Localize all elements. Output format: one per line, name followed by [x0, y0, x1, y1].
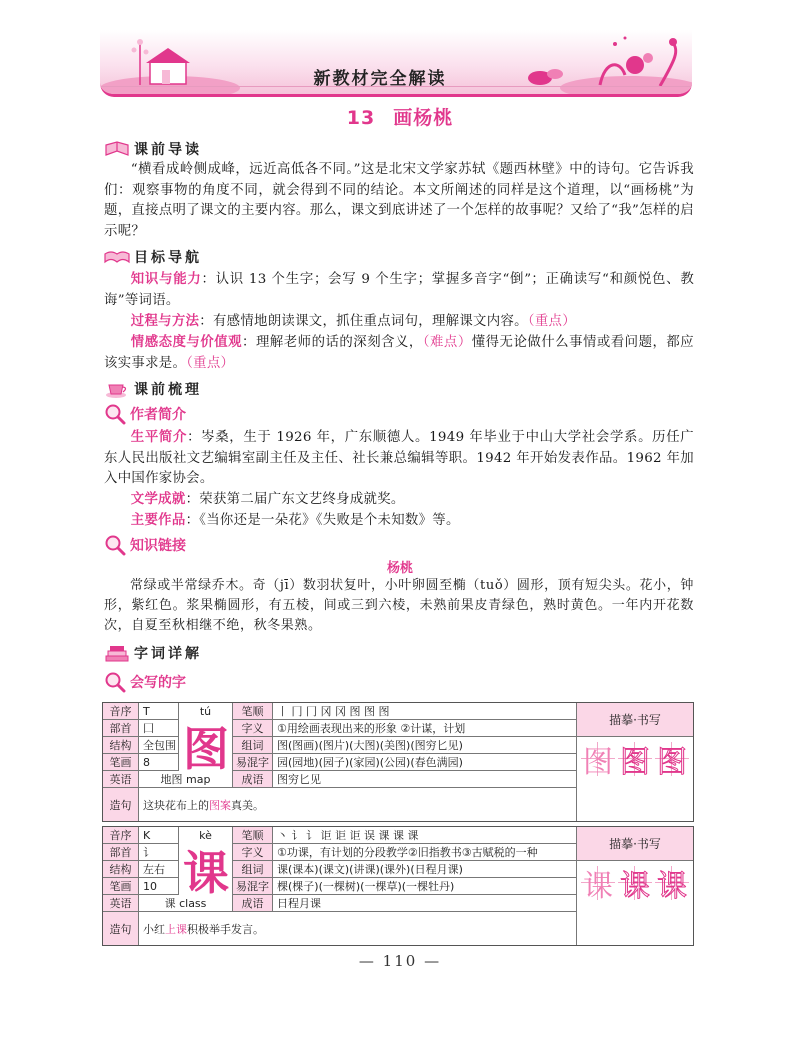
- lesson-name: 画杨桃: [393, 107, 454, 129]
- knowledge-title: 杨桃: [386, 561, 413, 576]
- open-book-icon: [104, 247, 130, 267]
- practice-trace-3[interactable]: 课: [655, 866, 689, 900]
- sub-author: [104, 403, 186, 425]
- section-preview-title: 课前导读: [134, 142, 202, 158]
- section-sorting: [104, 378, 202, 400]
- goal-emotion-tag-2: （重点）: [186, 355, 235, 371]
- sub-knowledge-title: 知识链接: [130, 538, 186, 554]
- goal-process: [104, 312, 694, 333]
- author-life-text: ：岑桑，生于 1926 年，广东顺德人。1949 年毕业于中山大学社会学系。历任广东人民出版社文艺编辑室副主任及主任、社长兼总编辑等职。1942 年开始发表作品。1962 年加入中国作家协会。: [104, 430, 694, 486]
- char-meaning: ①功课，有计划的分段教学②旧指教书③古赋税的一种: [273, 844, 577, 861]
- sentence-post: 真美。: [231, 798, 264, 812]
- sentence-highlight: 图案: [209, 798, 231, 812]
- char-meaning: ①用绘画表现出来的形象 ②计谋，计划: [273, 720, 577, 737]
- goal-ability: [104, 270, 694, 311]
- char-strokes: 10: [139, 878, 179, 895]
- char-radical: 讠: [139, 844, 179, 861]
- label-words: 组词: [233, 737, 273, 754]
- label-pinyin: 音序: [103, 827, 139, 844]
- char-structure: 左右: [139, 861, 179, 878]
- sentence-pre: 小红: [143, 922, 165, 936]
- sentence-post: 积极举手发言。: [187, 922, 264, 936]
- author-achievement-text: ：荣获第二届广东文艺终身成就奖。: [185, 492, 405, 507]
- section-preview: [104, 138, 202, 160]
- author-achievement: [104, 490, 694, 511]
- label-sentence: 造句: [103, 788, 139, 821]
- char-structure: 全包围: [139, 737, 179, 754]
- cup-icon: [104, 379, 130, 399]
- label-pinyin: 音序: [103, 703, 139, 720]
- char-table-1: [102, 702, 694, 822]
- label-meaning: 字义: [233, 720, 273, 737]
- author-life: [104, 428, 694, 490]
- char-sentence: [139, 912, 577, 945]
- label-idiom: 成语: [233, 895, 273, 912]
- label-order: 笔顺: [233, 703, 273, 720]
- sub-author-title: 作者简介: [130, 407, 186, 423]
- goal-ability-text: ：认识 13 个生字；会写 9 个生字；掌握多音字“倒”；正确读写“和颜悦色、教诲”等词语。: [104, 272, 695, 308]
- practice-trace-2[interactable]: 图: [618, 742, 652, 776]
- goal-ability-label: 知识与能力: [130, 272, 202, 287]
- sub-write: [104, 671, 186, 693]
- char-order: 丶 讠 讠 讵 讵 讵 误 课 课 课: [273, 827, 577, 844]
- char-letter: K: [139, 827, 179, 844]
- label-sentence: 造句: [103, 912, 139, 945]
- author-works-text: ：《当你还是一朵花》《失败是个未知数》等。: [185, 513, 460, 528]
- practice-area[interactable]: [577, 736, 693, 803]
- section-goals: [104, 246, 202, 268]
- sub-knowledge: [104, 534, 186, 556]
- label-order: 笔顺: [233, 827, 273, 844]
- char-english: 课 class: [139, 895, 233, 912]
- author-life-label: 生平简介: [130, 430, 188, 445]
- section-goals-title: 目标导航: [134, 250, 202, 266]
- label-english: 英语: [103, 771, 139, 788]
- goal-emotion: [104, 333, 694, 374]
- practice-trace-2[interactable]: 课: [618, 866, 652, 900]
- char-confusable: 棵(棵子)(一棵树)(一棵草)(一棵牡丹): [273, 878, 577, 895]
- label-structure: 结构: [103, 737, 139, 754]
- char-big: 课: [183, 845, 229, 900]
- goal-emotion-tag-1: （难点）: [422, 335, 472, 350]
- label-strokes: 笔画: [103, 754, 139, 771]
- practice-area[interactable]: [577, 860, 693, 927]
- label-structure: 结构: [103, 861, 139, 878]
- sentence-pre: 这块花布上的: [143, 798, 209, 812]
- books-stack-icon: [104, 643, 130, 663]
- banner-title: 新教材完全解读: [313, 69, 447, 89]
- char-big: 图: [183, 721, 229, 776]
- char-pinyin: kè: [179, 827, 233, 844]
- magnifier-icon: [104, 403, 126, 425]
- char-words: 图(图画)(图片)(大图)(美图)(图穷匕见): [273, 737, 577, 754]
- magnifier-icon: [104, 534, 126, 556]
- char-idiom: 图穷匕见: [273, 771, 577, 788]
- section-words: [104, 642, 202, 664]
- author-works: [104, 511, 694, 532]
- magnifier-icon: [104, 671, 126, 693]
- label-words: 组词: [233, 861, 273, 878]
- preview-paragraph: “横看成岭侧成峰，远近高低各不同。”这是北宋文学家苏轼《题西林壁》中的诗句。它告诉我们：观察事物的角度不同，就会得到不同的结论。本文所阐述的同样是这个道理，以“画杨桃”为题，直接点明了课文的主要内容。那么，课文到底讲述了一个怎样的故事呢？又给了“我”怎样的启示呢？: [104, 162, 694, 239]
- page-banner: [100, 30, 692, 97]
- lesson-number: 13: [346, 107, 376, 129]
- page-number: — 110 —: [358, 952, 442, 970]
- book-icon: [104, 139, 130, 159]
- char-order: 丨 冂 冂 冈 冈 图 图 图: [273, 703, 577, 720]
- char-radical: 囗: [139, 720, 179, 737]
- practice-trace-1[interactable]: 图: [581, 742, 615, 776]
- goal-process-label: 过程与方法: [130, 314, 200, 329]
- author-achievement-label: 文学成就: [130, 492, 186, 507]
- char-table-2: [102, 826, 694, 946]
- label-radical: 部首: [103, 844, 139, 861]
- label-strokes: 笔画: [103, 878, 139, 895]
- char-sentence: [139, 788, 577, 821]
- lesson-title: [0, 103, 800, 130]
- char-pinyin: tú: [179, 703, 233, 720]
- knowledge-paragraph: 常绿或半常绿乔木。奇（jī）数羽状复叶，小叶卵圆至椭（tuǒ）圆形，顶有短尖头。花小，钟形，紫红色。浆果椭圆形，有五棱，间或三到六棱，未熟前果皮青绿色，熟时黄色。一年内开花数次，自夏至秋相继不绝，秋冬果熟。: [104, 578, 694, 633]
- section-words-title: 字词详解: [134, 646, 202, 662]
- practice-trace-1[interactable]: 课: [581, 866, 615, 900]
- practice-trace-3[interactable]: 图: [655, 742, 689, 776]
- label-confusable: 易混字: [233, 754, 273, 771]
- goal-process-text: ：有感情地朗读课文，抓住重点词句，理解课文内容。: [199, 314, 528, 329]
- goal-emotion-label: 情感态度与价值观: [130, 335, 243, 350]
- char-confusable: 园(园地)(园子)(家园)(公园)(春色满园): [273, 754, 577, 771]
- label-english: 英语: [103, 895, 139, 912]
- label-meaning: 字义: [233, 844, 273, 861]
- label-confusable: 易混字: [233, 878, 273, 895]
- char-words: 课(课本)(课文)(讲课)(课外)(日程月课): [273, 861, 577, 878]
- author-works-label: 主要作品: [130, 513, 186, 528]
- label-idiom: 成语: [233, 771, 273, 788]
- char-idiom: 日程月课: [273, 895, 577, 912]
- practice-header: 描摹·书写: [577, 703, 693, 737]
- char-english: 地图 map: [139, 771, 233, 788]
- sub-write-title: 会写的字: [130, 675, 186, 691]
- goal-process-tag: （重点）: [527, 314, 576, 329]
- goal-emotion-text-1: ：理解老师的话的深刻含义，: [242, 335, 423, 350]
- char-strokes: 8: [139, 754, 179, 771]
- sentence-highlight: 上课: [165, 922, 187, 936]
- section-sorting-title: 课前梳理: [134, 382, 202, 398]
- goal-emotion-text-2: 懂得无论做什么事情或看问题，都应该实事求是。: [104, 335, 694, 371]
- char-letter: T: [139, 703, 179, 720]
- practice-header: 描摹·书写: [577, 827, 693, 861]
- label-radical: 部首: [103, 720, 139, 737]
